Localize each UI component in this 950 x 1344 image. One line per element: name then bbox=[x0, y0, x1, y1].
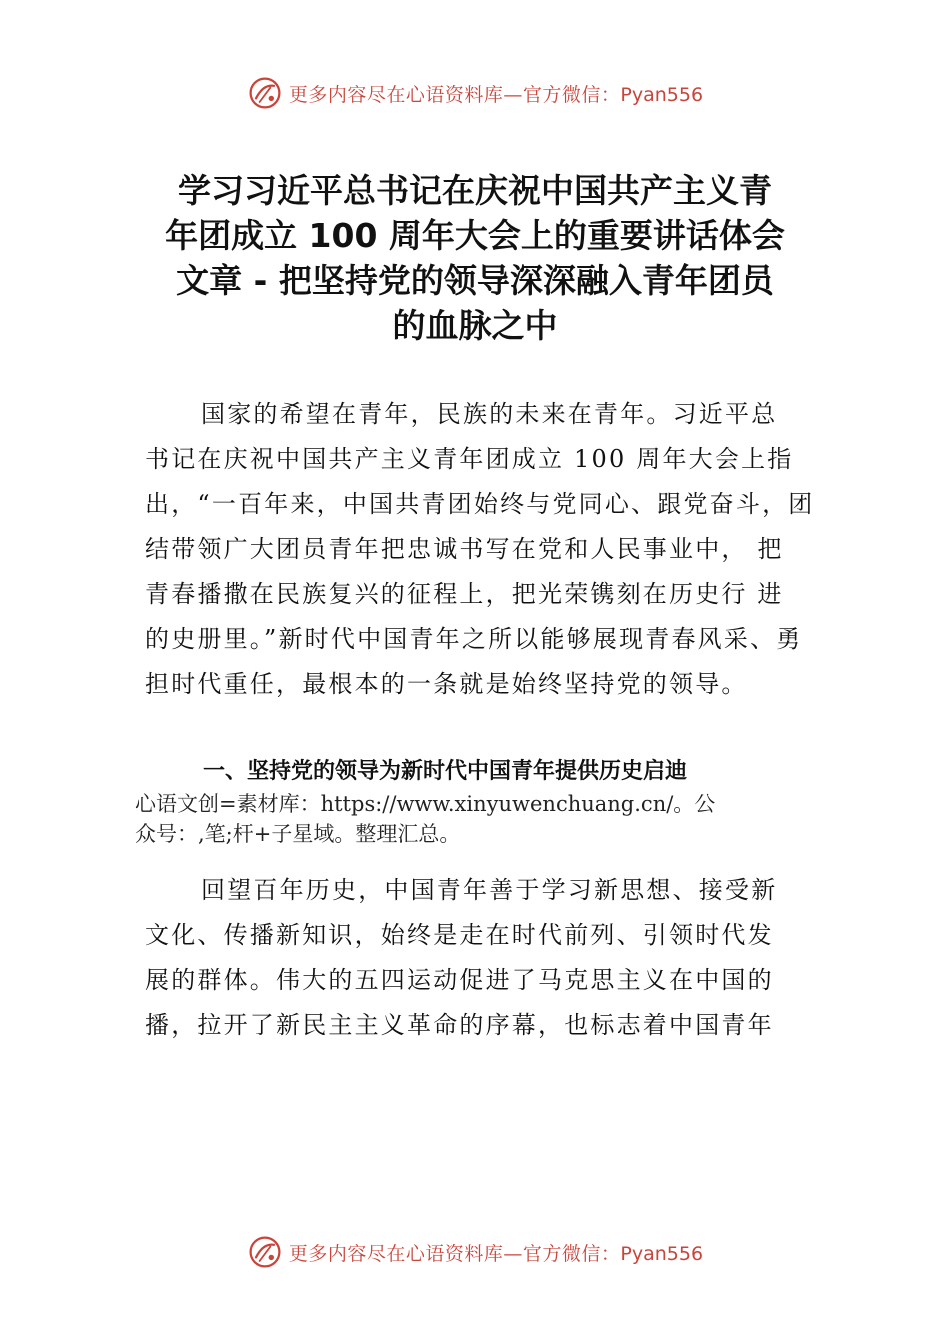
section-heading: 一、坚持党的领导为新时代中国青年提供历史启迪 bbox=[203, 759, 688, 784]
title-line: 学习习近平总书记在庆祝中国共产主义青 bbox=[178, 171, 772, 210]
paragraph-line: 展的群体。伟大的五四运动促进了马克思主义在中国的 bbox=[145, 966, 774, 994]
paragraph-line: 结带领广大团员青年把忠诚书写在党和人民事业中， 把 bbox=[145, 535, 784, 563]
logo-icon bbox=[247, 1234, 283, 1270]
paragraph-line: 青春播撒在民族复兴的征程上，把光荣镌刻在历史行 进 bbox=[145, 580, 784, 608]
paragraph-line: 书记在庆祝中国共产主义青年团成立 100 周年大会上指 bbox=[145, 445, 794, 473]
paragraph-line: 回望百年历史，中国青年善于学习新思想、接受新 bbox=[201, 876, 778, 904]
logo-icon bbox=[247, 75, 283, 111]
document-title bbox=[135, 168, 815, 348]
history-paragraph bbox=[145, 868, 825, 1048]
wechat-account: Pyan556 bbox=[620, 1242, 704, 1265]
title-line: 年团成立 100 周年大会上的重要讲话体会 bbox=[165, 216, 785, 255]
banner-text: 更多内容尽在心语资料库—官方微信：Pyan556 bbox=[288, 83, 704, 106]
paragraph-line: 出，“一百年来，中国共青团始终与党同心、跟党奋斗，团 bbox=[145, 490, 815, 518]
paragraph-line: 的史册里。”新时代中国青年之所以能够展现青春风采、勇 bbox=[145, 625, 803, 653]
wechat-account: Pyan556 bbox=[620, 83, 704, 106]
title-line: 文章 - 把坚持党的领导深深融入青年团员 bbox=[176, 261, 774, 300]
source-note bbox=[135, 789, 835, 849]
banner-text: 更多内容尽在心语资料库—官方微信：Pyan556 bbox=[288, 1242, 704, 1265]
title-line: 的血脉之中 bbox=[392, 306, 558, 345]
paragraph-line: 担时代重任，最根本的一条就是始终坚持党的领导。 bbox=[145, 670, 748, 698]
source-line: 众号：,笔;杆+子星域。整理汇总。 bbox=[135, 822, 461, 846]
intro-paragraph bbox=[145, 392, 825, 707]
source-line: 心语文创=素材库：https://www.xinyuwenchuang.cn/。公 bbox=[135, 792, 716, 816]
paragraph-line: 国家的希望在青年，民族的未来在青年。习近平总 bbox=[201, 400, 778, 428]
paragraph-line: 播，拉开了新民主主义革命的序幕，也标志着中国青年 bbox=[145, 1011, 774, 1039]
header-banner bbox=[0, 71, 950, 115]
paragraph-line: 文化、传播新知识，始终是走在时代前列、引领时代发 bbox=[145, 921, 774, 949]
footer-banner bbox=[0, 1230, 950, 1274]
